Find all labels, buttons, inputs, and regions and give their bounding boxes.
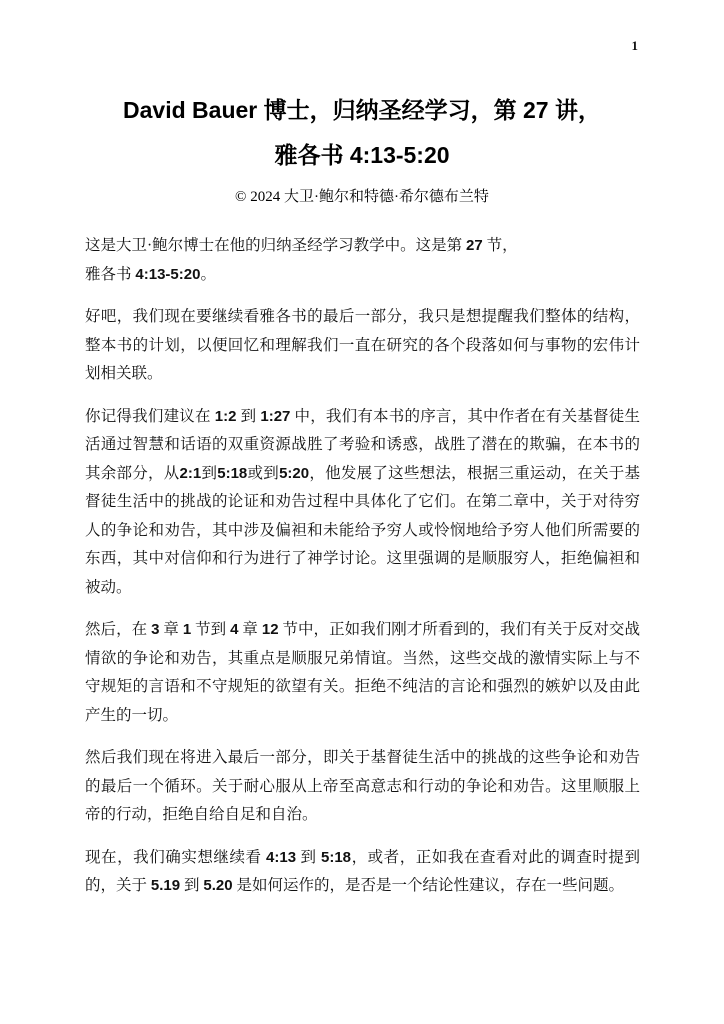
- text-run: 现在，我们确实想继续看: [85, 848, 267, 866]
- paragraph: [85, 403, 640, 603]
- text-run: 是如何运作的，是否是一个结论性建议，存在一些问题。: [232, 877, 624, 894]
- text-run: 雅各书: [85, 265, 136, 283]
- paragraph: [85, 844, 640, 901]
- text-run-bold: 5.20: [203, 877, 233, 894]
- text-run: 中，我们有本书的序言，其中作者在有关基督徒生活通过智慧和话语的双重资源战胜了考验和诱惑，战胜了潜在的欺骗，在本书的其余部分，从: [85, 407, 640, 482]
- text-run-bold: 12: [261, 621, 279, 638]
- document-title: [50, 88, 674, 178]
- paragraph: [85, 616, 640, 730]
- paragraph: [85, 744, 640, 830]
- text-run: 章: [159, 621, 183, 638]
- text-run: 到: [180, 877, 204, 894]
- text-run-bold: 1: [182, 621, 192, 638]
- text-run: 然后，在: [85, 621, 152, 638]
- paragraph: [85, 303, 640, 389]
- text-run: 到: [296, 848, 321, 866]
- text-run: 节中，正如我们刚才所看到的，我们有关于反对交战情欲的争论和劝告，其重点是顺服兄弟情谊。当然，这些交战的激情实际上与不守规矩的言语和不守规矩的欲望有关。拒绝不纯洁的言论和强烈的嫉妒以及由此产生的一切。: [85, 621, 640, 724]
- text-run: 你记得我们建议在: [85, 407, 215, 425]
- text-run-bold: 5.19: [150, 877, 181, 894]
- text-run-bold: 2:1: [179, 464, 202, 482]
- text-run: 节到: [191, 621, 231, 638]
- text-run: 或到: [247, 464, 280, 482]
- text-run: 好吧，我们现在要继续看雅各书的最后一部分，我只是想提醒我们整体的结构，整本书的计划，以便回忆和理解我们一直在研究的各个段落如何与事物的宏伟计划相关联。: [85, 308, 640, 382]
- text-run: 章: [238, 621, 262, 638]
- text-run-bold: 4: [230, 621, 239, 638]
- text-run: 节，: [482, 237, 518, 254]
- text-run-bold: 5:18: [320, 848, 352, 866]
- text-run-bold: 1:2: [214, 407, 237, 425]
- text-run-bold: 4:13-5:20: [135, 265, 201, 283]
- text-run: ，他发展了这些想法，根据三重运动，在关于基督徒生活中的挑战的论证和劝告过程中具体化了它们。在第二章中，关于对待穷人的争论和劝告，其中涉及偏袒和未能给予穷人或怜悯地给予穷人他们所需要的东西，其中对信仰和行为进行了神学讨论。这里强调的是顺服穷人，拒绝偏袒和被动。: [85, 464, 640, 596]
- text-run-bold: 27: [466, 237, 483, 254]
- text-run: ，或者，正如我在查看对此的调查时提到的，关于: [85, 848, 640, 894]
- text-run: 到: [236, 407, 261, 425]
- title-line-2: 雅各书 4:13-5:20: [274, 142, 450, 168]
- text-run-bold: 5:18: [217, 464, 248, 482]
- paragraph: [85, 232, 640, 289]
- text-run-bold: 5:20: [279, 464, 310, 482]
- text-run-bold: 3: [151, 621, 160, 638]
- page-number: 1: [631, 38, 638, 53]
- title-line-1: David Bauer 博士，归纳圣经学习，第 27 讲，: [123, 97, 601, 123]
- text-run: 。: [200, 265, 216, 283]
- copyright-line: © 2024 大卫·鲍尔和特德·希尔德布兰特: [235, 189, 489, 205]
- text-run: 到: [201, 464, 218, 482]
- text-run-bold: 1:27: [260, 407, 291, 425]
- text-run-bold: 4:13: [266, 848, 297, 866]
- text-run: 然后我们现在将进入最后一部分，即关于基督徒生活中的挑战的这些争论和劝告的最后一个循环。关于耐心服从上帝至高意志和行动的争论和劝告。这里顺服上帝的行动，拒绝自给自足和自治。: [85, 749, 640, 823]
- body-paragraphs: [85, 232, 640, 901]
- text-run: 这是大卫·鲍尔博士在他的归纳圣经学习教学中。这是第: [85, 237, 467, 254]
